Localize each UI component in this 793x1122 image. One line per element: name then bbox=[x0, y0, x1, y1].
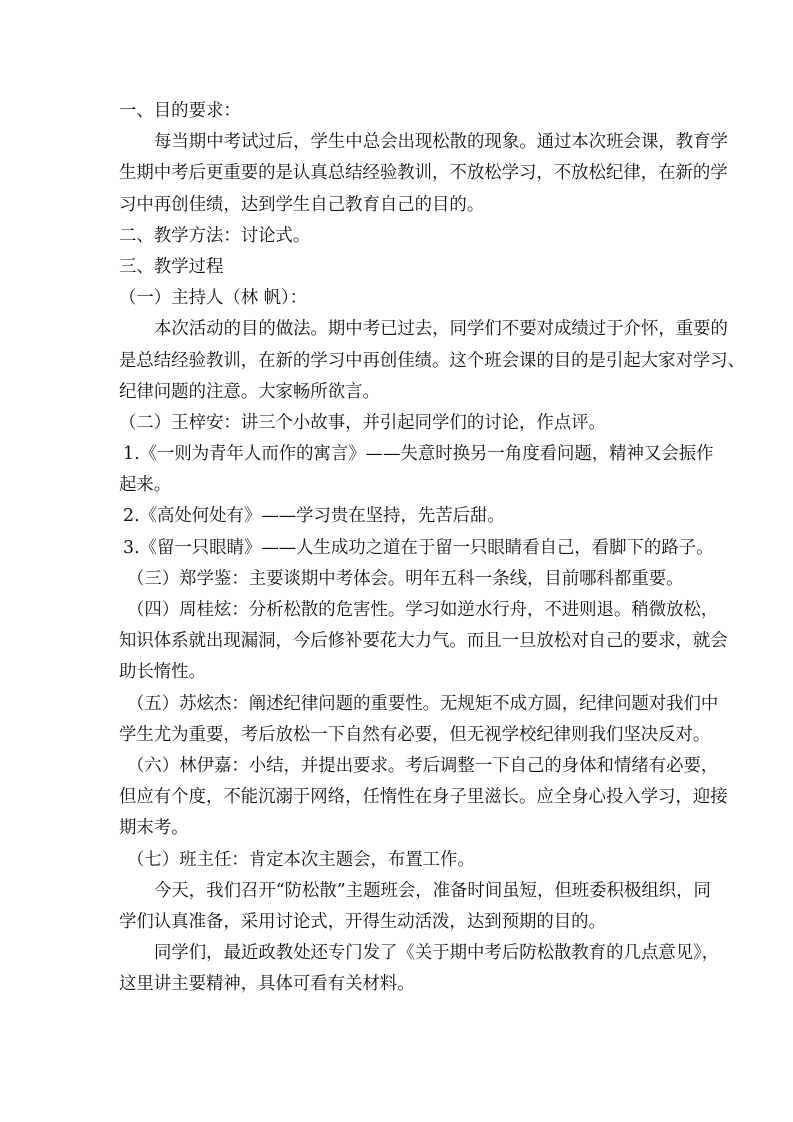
story-item-1: 1.《一则为青年人而作的寓言》——失意时换另一角度看问题，精神又会振作 bbox=[123, 444, 714, 465]
section-5: （五）苏炫杰：阐述纪律问题的重要性。无规矩不成方圆，纪律问题对我们中 bbox=[127, 693, 719, 714]
text-line: 但应有个度，不能沉溺于网络，任惰性在身子里滋长。应全身心投入学习，迎接 bbox=[119, 787, 728, 808]
heading-process: 三、教学过程 bbox=[119, 256, 224, 277]
text-line: 生期中考后更重要的是认真总结经验教训，不放松学习，不放松纪律，在新的学 bbox=[119, 163, 728, 184]
text-line: 学们认真准备，采用讨论式，开得生动活泼，达到预期的目的。 bbox=[119, 911, 606, 932]
section-7: （七）班主任：肯定本次主题会，布置工作。 bbox=[127, 849, 475, 870]
text-line: 知识体系就出现漏洞，今后修补要花大力气。而且一旦放松对自己的要求，就会 bbox=[119, 631, 728, 652]
heading-method: 二、教学方法：讨论式。 bbox=[119, 225, 311, 246]
text-line: 今天，我们召开“防松散”主题班会，准备时间虽短，但班委积极组织，同 bbox=[154, 880, 711, 901]
text-line: 是总结经验教训，在新的学习中再创佳绩。这个班会课的目的是引起大家对学习、 bbox=[119, 350, 746, 371]
section-4: （四）周桂炫：分析松散的危害性。学习如逆水行舟，不进则退。稍微放松， bbox=[127, 600, 719, 620]
section-2: （二）王梓安：讲三个小故事，并引起同学们的讨论，作点评。 bbox=[119, 412, 606, 433]
text-line: 助长惰性。 bbox=[119, 662, 206, 683]
text-line: 学生尤为重要，考后放松一下自然有必要，但无视学校纪律则我们坚决反对。 bbox=[119, 724, 711, 745]
text-line: 本次活动的目的做法。期中考已过去，同学们不要对成绩过于介怀，重要的 bbox=[154, 319, 728, 340]
heading-objectives: 一、目的要求： bbox=[119, 101, 241, 121]
text-line: 每当期中考试过后，学生中总会出现松散的现象。通过本次班会课，教育学 bbox=[154, 132, 728, 153]
story-item-3: 3.《留一只眼睛》——人生成功之道在于留一只眼睛看自己，看脚下的路子。 bbox=[123, 537, 714, 558]
section-3: （三）郑学鉴：主要谈期中考体会。明年五科一条线，目前哪科都重要。 bbox=[127, 568, 684, 589]
section-6: （六）林伊嘉：小结，并提出要求。考后调整一下自己的身体和情绪有必要， bbox=[127, 755, 719, 776]
text-line: 起来。 bbox=[119, 475, 172, 496]
text-line: 习中再创佳绩，达到学生自己教育自己的目的。 bbox=[119, 194, 485, 215]
text-line: 期末考。 bbox=[119, 818, 189, 839]
text-line: 同学们，最近政教处还专门发了《关于期中考后防松散教育的几点意见》， bbox=[154, 943, 720, 964]
text-line: 这里讲主要精神，具体可看有关材料。 bbox=[119, 974, 415, 995]
section-host: （一）主持人（林 帆）： bbox=[119, 288, 308, 309]
text-line: 纪律问题的注意。大家畅所欲言。 bbox=[119, 381, 380, 402]
story-item-2: 2.《高处何处有》——学习贵在坚持，先苦后甜。 bbox=[123, 506, 505, 527]
document-page bbox=[119, 96, 746, 1000]
